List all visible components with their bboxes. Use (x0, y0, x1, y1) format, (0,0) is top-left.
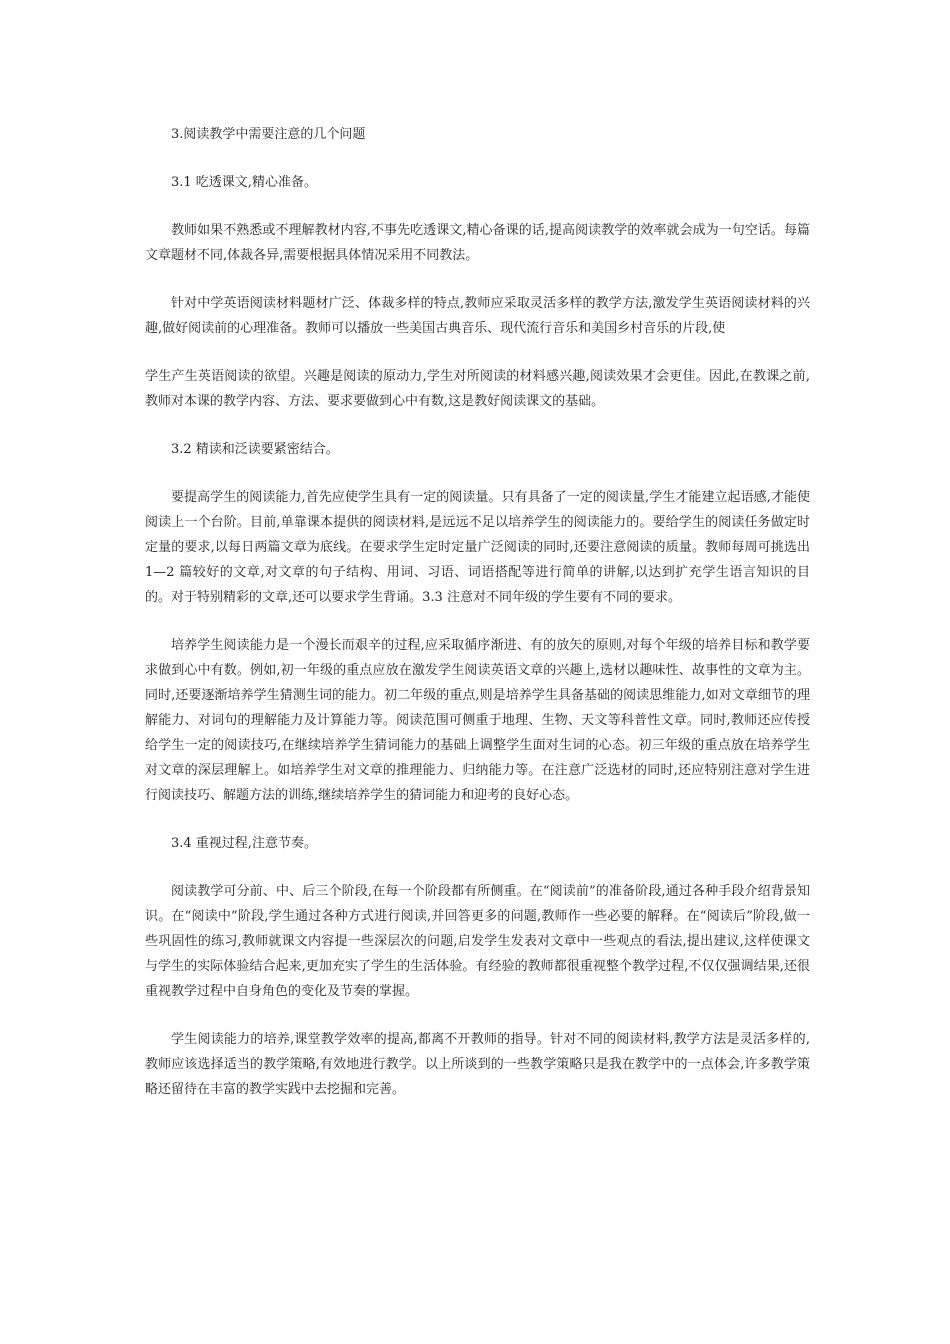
paragraph: 学生产生英语阅读的欲望。兴趣是阅读的原动力,学生对所阅读的材料感兴趣,阅读效果才会更佳。因此,在教课之前,教师对本课的教学内容、方法、要求要做到心中有数,这是教好阅读课文的基础。 (145, 369, 810, 409)
subsection-heading-3-1: 3.1 吃透课文,精心准备。 (171, 175, 317, 190)
paragraph: 学生阅读能力的培养,课堂教学效率的提高,都离不开教师的指导。针对不同的阅读材料,教学方法是灵活多样的,教师应该选择适当的教学策略,有效地进行教学。以上所谈到的一些教学策略只是我在教学中的一点体会,许多教学策略还留待在丰富的教学实践中去挖掘和完善。 (145, 1032, 810, 1097)
document-body (145, 122, 810, 1125)
paragraph: 要提高学生的阅读能力,首先应使学生具有一定的阅读量。只有具备了一定的阅读量,学生才能建立起语感,才能使阅读上一个台阶。目前,单靠课本提供的阅读材料,是远远不足以培养学生的阅读能力的。要给学生的阅读任务做定时定量的要求,以每日两篇文章为底线。在要求学生定时定量广泛阅读的同时,还要注意阅读的质量。教师每周可挑选出 1—2 篇较好的文章,对文章的句子结构、用词、习语、词语搭配等进行简单的讲解,以达到扩充学生语言知识的目的。对于特别精彩的文章,还可以要求学生背诵。3.3 注意对不同年级的学生要有不同的要求。 (145, 490, 810, 605)
paragraph: 教师如果不熟悉或不理解教材内容,不事先吃透课文,精心备课的话,提高阅读教学的效率就会成为一句空话。每篇文章题材不同,体裁各异,需要根据具体情况采用不同教法。 (145, 223, 810, 263)
paragraph: 培养学生阅读能力是一个漫长而艰辛的过程,应采取循序渐进、有的放矢的原则,对每个年级的培养目标和教学要求做到心中有数。例如,初一年级的重点应放在激发学生阅读英语文章的兴趣上,选材以趣味性、故事性的文章为主。同时,还要逐渐培养学生猜测生词的能力。初二年级的重点,则是培养学生具备基础的阅读思维能力,如对文章细节的理解能力、对词句的理解能力及计算能力等。阅读范围可侧重于地理、生物、天文等科普性文章。同时,教师还应传授给学生一定的阅读技巧,在继续培养学生猜词能力的基础上调整学生面对生词的心态。初三年级的重点放在培养学生对文章的深层理解上。如培养学生对文章的推理能力、归纳能力等。在注意广泛选材的同时,还应特别注意对学生进行阅读技巧、解题方法的训练,继续培养学生的猜词能力和迎考的良好心态。 (145, 638, 810, 803)
section-heading: 3.阅读教学中需要注意的几个问题 (171, 127, 366, 142)
paragraph: 针对中学英语阅读材料题材广泛、体裁多样的特点,教师应采取灵活多样的教学方法,激发学生英语阅读材料的兴趣,做好阅读前的心理准备。教师可以播放一些美国古典音乐、现代流行音乐和美国乡村音乐的片段,使 (145, 296, 810, 336)
paragraph: 阅读教学可分前、中、后三个阶段,在每一个阶段都有所侧重。在“阅读前”的准备阶段,通过各种手段介绍背景知识。在“阅读中”阶段,学生通过各种方式进行阅读,并回答更多的问题,教师作一些必要的解释。在“阅读后”阶段,做一些巩固性的练习,教师就课文内容提一些深层次的问题,启发学生发表对文章中一些观点的看法,提出建议,这样使课文与学生的实际体验结合起来,更加充实了学生的生活体验。有经验的教师都很重视整个教学过程,不仅仅强调结果,还很重视教学过程中自身角色的变化及节奏的掌握。 (145, 884, 810, 999)
subsection-heading-3-4: 3.4 重视过程,注意节奏。 (171, 836, 317, 851)
subsection-heading-3-2: 3.2 精读和泛读要紧密结合。 (171, 442, 339, 457)
